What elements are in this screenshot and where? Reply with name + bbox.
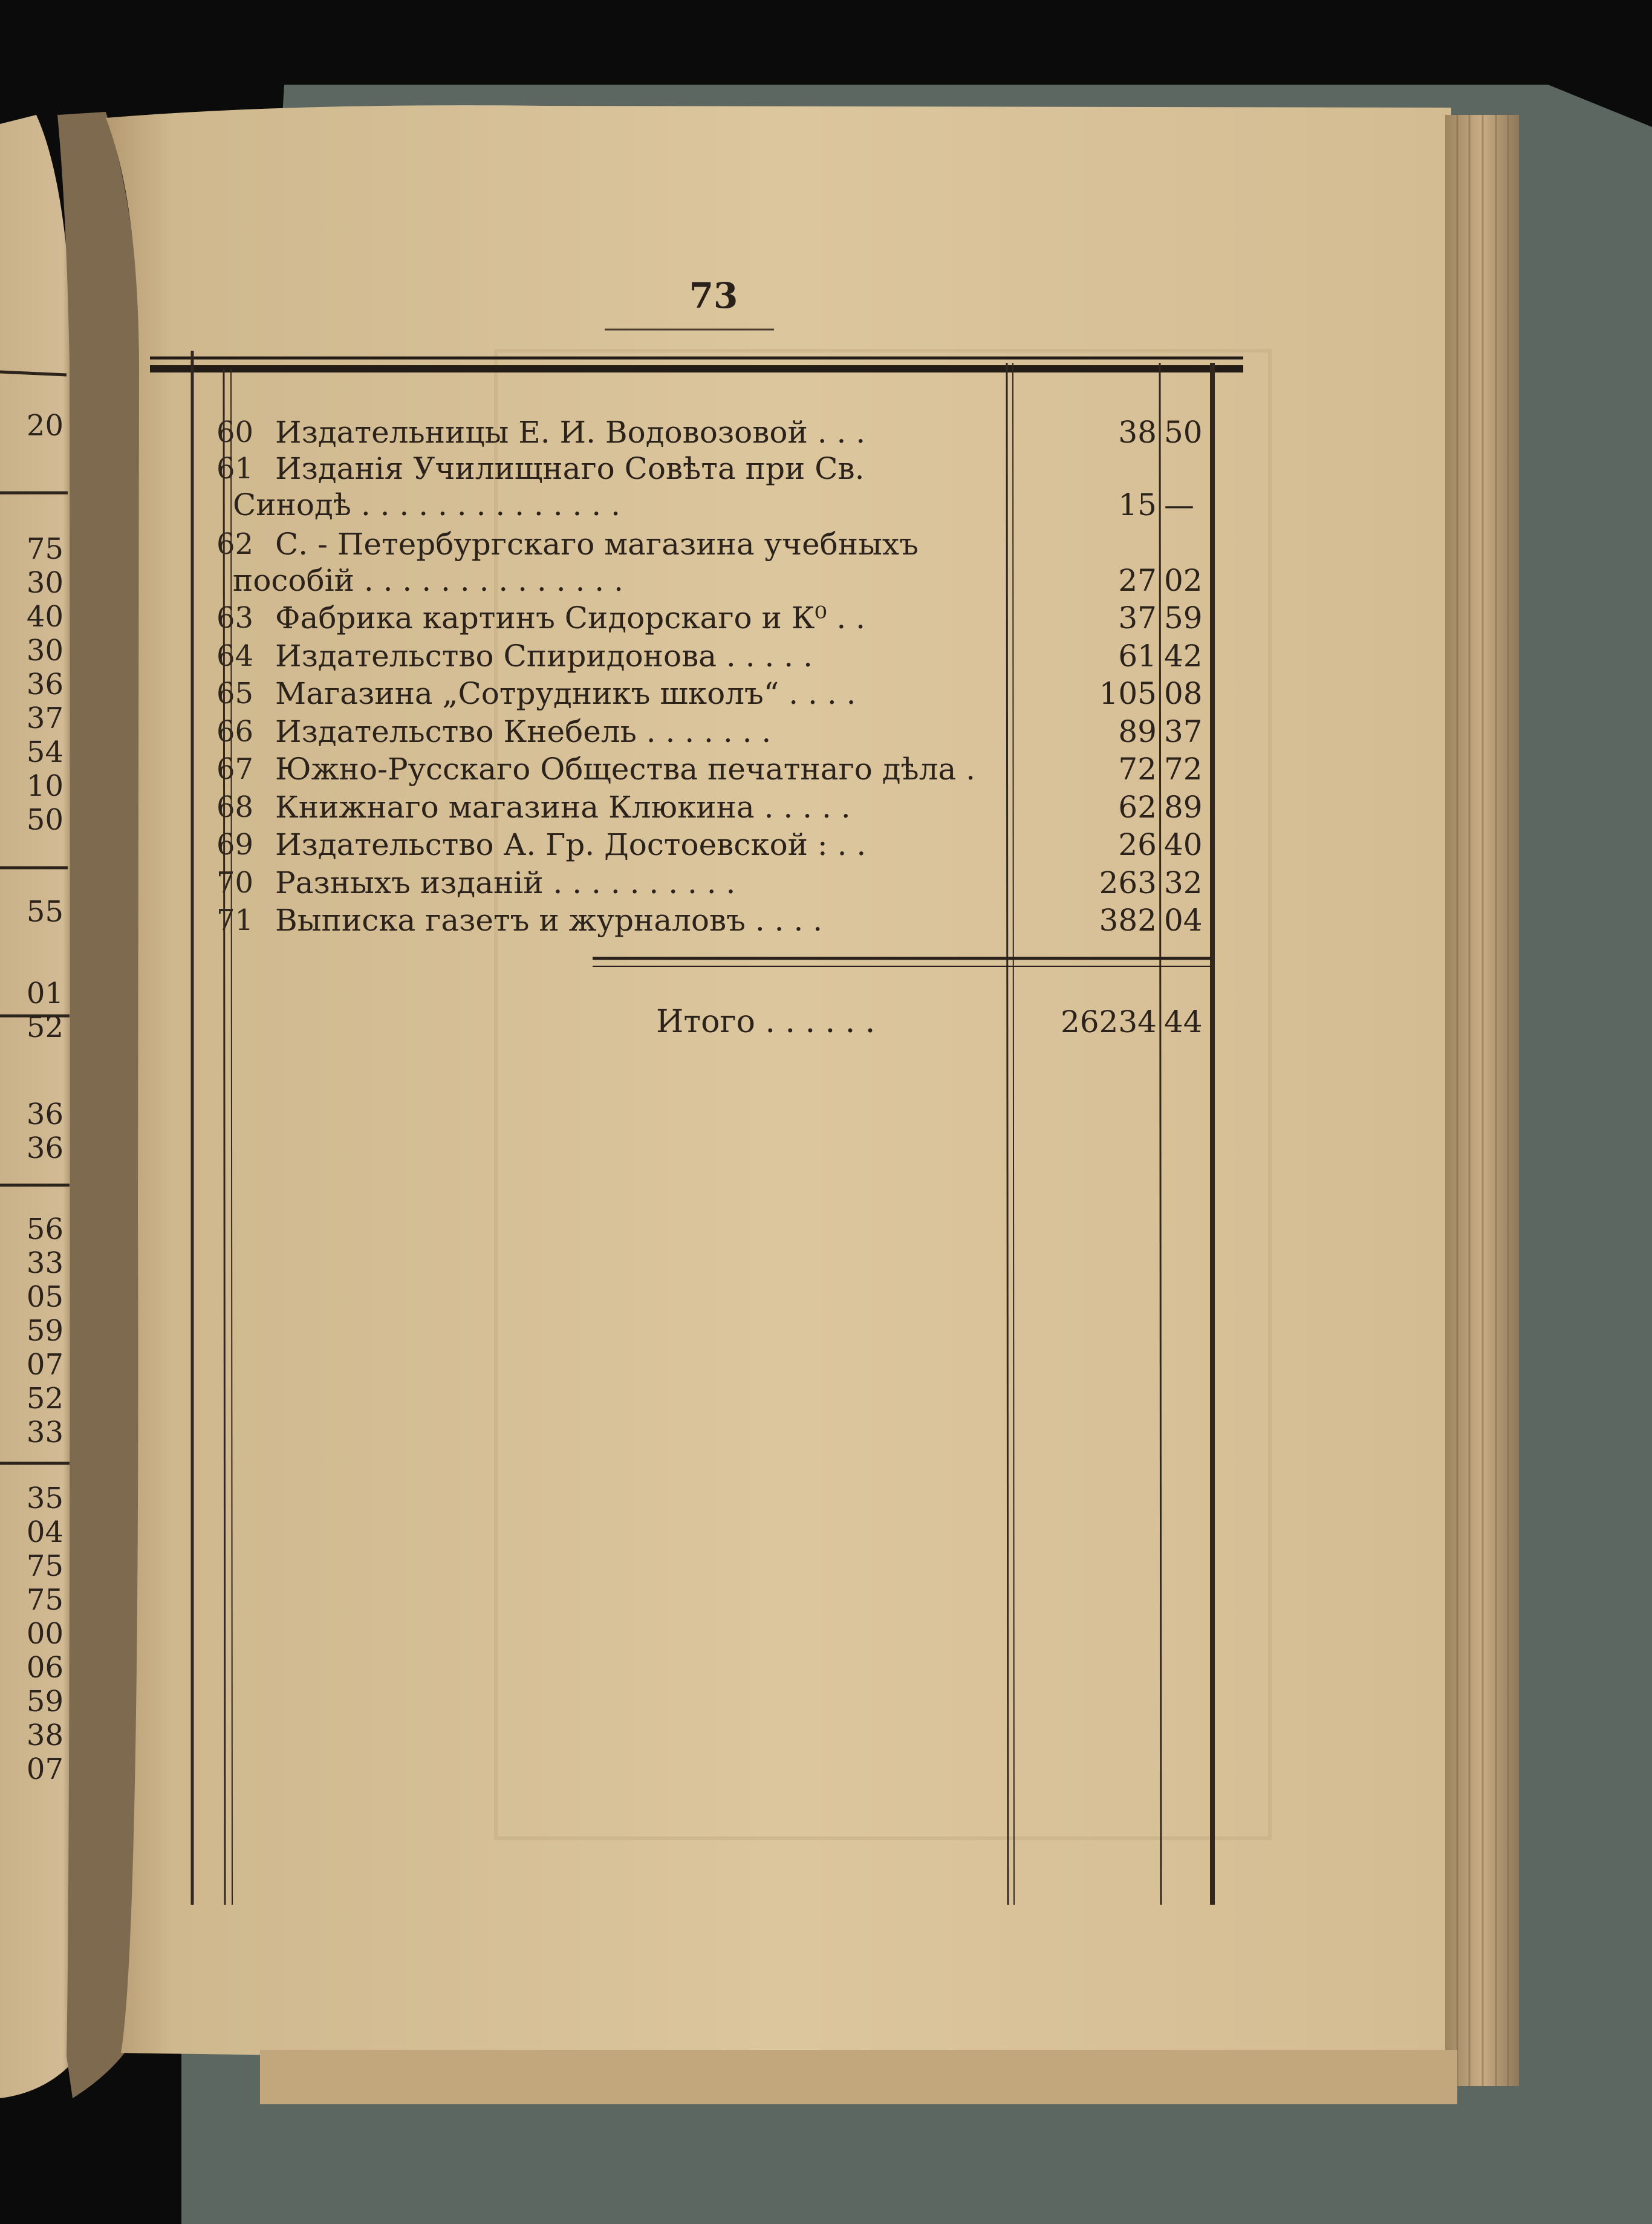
left-page-digit: 30 xyxy=(26,634,63,668)
entry-name: Книжнаго магазина Клюкина . . . . . xyxy=(275,790,851,825)
left-page-digit: 75 xyxy=(26,1549,63,1583)
entry-rubles: 382 xyxy=(1099,903,1157,938)
left-page-digit: 50 xyxy=(26,803,63,837)
entry-kopecks: 08 xyxy=(1164,676,1203,711)
entry-rubles: 89 xyxy=(1118,714,1157,749)
entry-number: 71 xyxy=(216,903,254,937)
left-page-digit: 55 xyxy=(26,895,63,929)
left-page-digit: 54 xyxy=(26,735,63,769)
entry-name: Издательство Кнебель . . . . . . . xyxy=(275,714,772,749)
page-number: 73 xyxy=(689,275,738,316)
entry-rubles: 105 xyxy=(1099,676,1157,711)
entry-kopecks: — xyxy=(1164,487,1194,522)
total-rubles: 26234 xyxy=(1060,1004,1157,1039)
entry-number: 61 xyxy=(216,452,254,486)
total-label: Итого . . . . . . xyxy=(656,1004,876,1040)
entry-name: Южно-Русскаго Общества печатнаго дѣла . xyxy=(275,752,976,787)
left-page-digit: 52 xyxy=(26,1010,63,1044)
entry-kopecks: 72 xyxy=(1164,752,1203,787)
entry-kopecks: 32 xyxy=(1164,865,1203,900)
entry-name: Выписка газетъ и журналовъ . . . . xyxy=(275,903,823,938)
entry-number: 64 xyxy=(216,639,254,673)
entry-name: Изданія Училищнаго Совѣта при Св. xyxy=(275,451,865,486)
entry-number: 68 xyxy=(216,790,254,824)
left-page-digit: 37 xyxy=(26,701,63,735)
entry-kopecks: 89 xyxy=(1164,790,1203,825)
entry-kopecks: 40 xyxy=(1164,827,1203,862)
left-page-digit: 75 xyxy=(26,532,63,566)
entry-rubles: 62 xyxy=(1118,790,1157,825)
left-page-digit: 59 xyxy=(26,1685,63,1718)
entry-number: 63 xyxy=(216,601,254,635)
entry-kopecks: 02 xyxy=(1164,563,1203,598)
entry-name: Издательство Спиридонова . . . . . xyxy=(275,639,813,674)
entry-number: 65 xyxy=(216,677,254,710)
entry-number: 60 xyxy=(216,415,254,449)
entry-name: Разныхъ изданій . . . . . . . . . . xyxy=(275,865,736,900)
entry-name: Издательство А. Гр. Достоевской : . . xyxy=(275,827,867,862)
entry-kopecks: 42 xyxy=(1164,639,1203,674)
left-page-digit: 30 xyxy=(26,566,63,600)
entry-name: Магазина „Сотрудникъ школъ“ . . . . xyxy=(275,676,856,711)
left-page-digit: 35 xyxy=(26,1481,63,1515)
entry-number: 66 xyxy=(216,715,254,749)
left-page-digit: 07 xyxy=(26,1752,63,1786)
left-page-digit: 59 xyxy=(26,1314,63,1348)
left-page-digit: 04 xyxy=(26,1515,63,1549)
entry-rubles: 37 xyxy=(1118,600,1157,636)
entry-number: 62 xyxy=(216,527,254,561)
left-page-digit: 06 xyxy=(26,1651,63,1685)
entry-number: 67 xyxy=(216,752,254,786)
left-page-digit: 01 xyxy=(26,977,63,1010)
entry-kopecks: 59 xyxy=(1164,600,1203,636)
left-page-digit: 33 xyxy=(26,1416,63,1449)
entry-rubles: 61 xyxy=(1118,639,1157,674)
left-page-digit: 05 xyxy=(26,1280,63,1314)
entry-kopecks: 50 xyxy=(1164,415,1203,450)
entry-number: 70 xyxy=(216,866,254,900)
entry-rubles: 263 xyxy=(1099,865,1157,900)
entry-rubles: 26 xyxy=(1118,827,1157,862)
entry-rubles: 27 xyxy=(1118,563,1157,598)
left-page-digit: 56 xyxy=(26,1212,63,1246)
entry-rubles: 72 xyxy=(1118,752,1157,787)
left-page-digit: 38 xyxy=(26,1718,63,1752)
left-page-digit: 75 xyxy=(26,1583,63,1617)
left-page-digit: 36 xyxy=(26,1097,63,1131)
entry-kopecks: 37 xyxy=(1164,714,1203,749)
entry-kopecks: 04 xyxy=(1164,903,1203,938)
total-kopecks: 44 xyxy=(1164,1004,1203,1039)
left-page-digit: 07 xyxy=(26,1348,63,1382)
left-page-digit: 00 xyxy=(26,1617,63,1651)
entry-name: С. - Петербургскаго магазина учебныхъ xyxy=(275,527,919,562)
left-page-digit: 20 xyxy=(26,409,63,443)
left-page-digit: 40 xyxy=(26,600,63,634)
entry-name-continuation: Синодѣ . . . . . . . . . . . . . . xyxy=(233,487,620,522)
left-page-digit: 10 xyxy=(26,769,63,803)
left-page-digit: 52 xyxy=(26,1382,63,1416)
entry-rubles: 15 xyxy=(1118,487,1157,522)
entry-number: 69 xyxy=(216,828,254,862)
entry-name-continuation: пособій . . . . . . . . . . . . . . xyxy=(233,563,623,598)
entry-rubles: 38 xyxy=(1118,415,1157,450)
left-page-digit: 33 xyxy=(26,1246,63,1280)
left-page-digit: 36 xyxy=(26,1131,63,1165)
entry-name: Издательницы Е. И. Водовозовой . . . xyxy=(275,415,866,450)
left-page-digit: 36 xyxy=(26,668,63,701)
entry-name: Фабрика картинъ Сидорскаго и К⁰ . . xyxy=(275,600,866,636)
